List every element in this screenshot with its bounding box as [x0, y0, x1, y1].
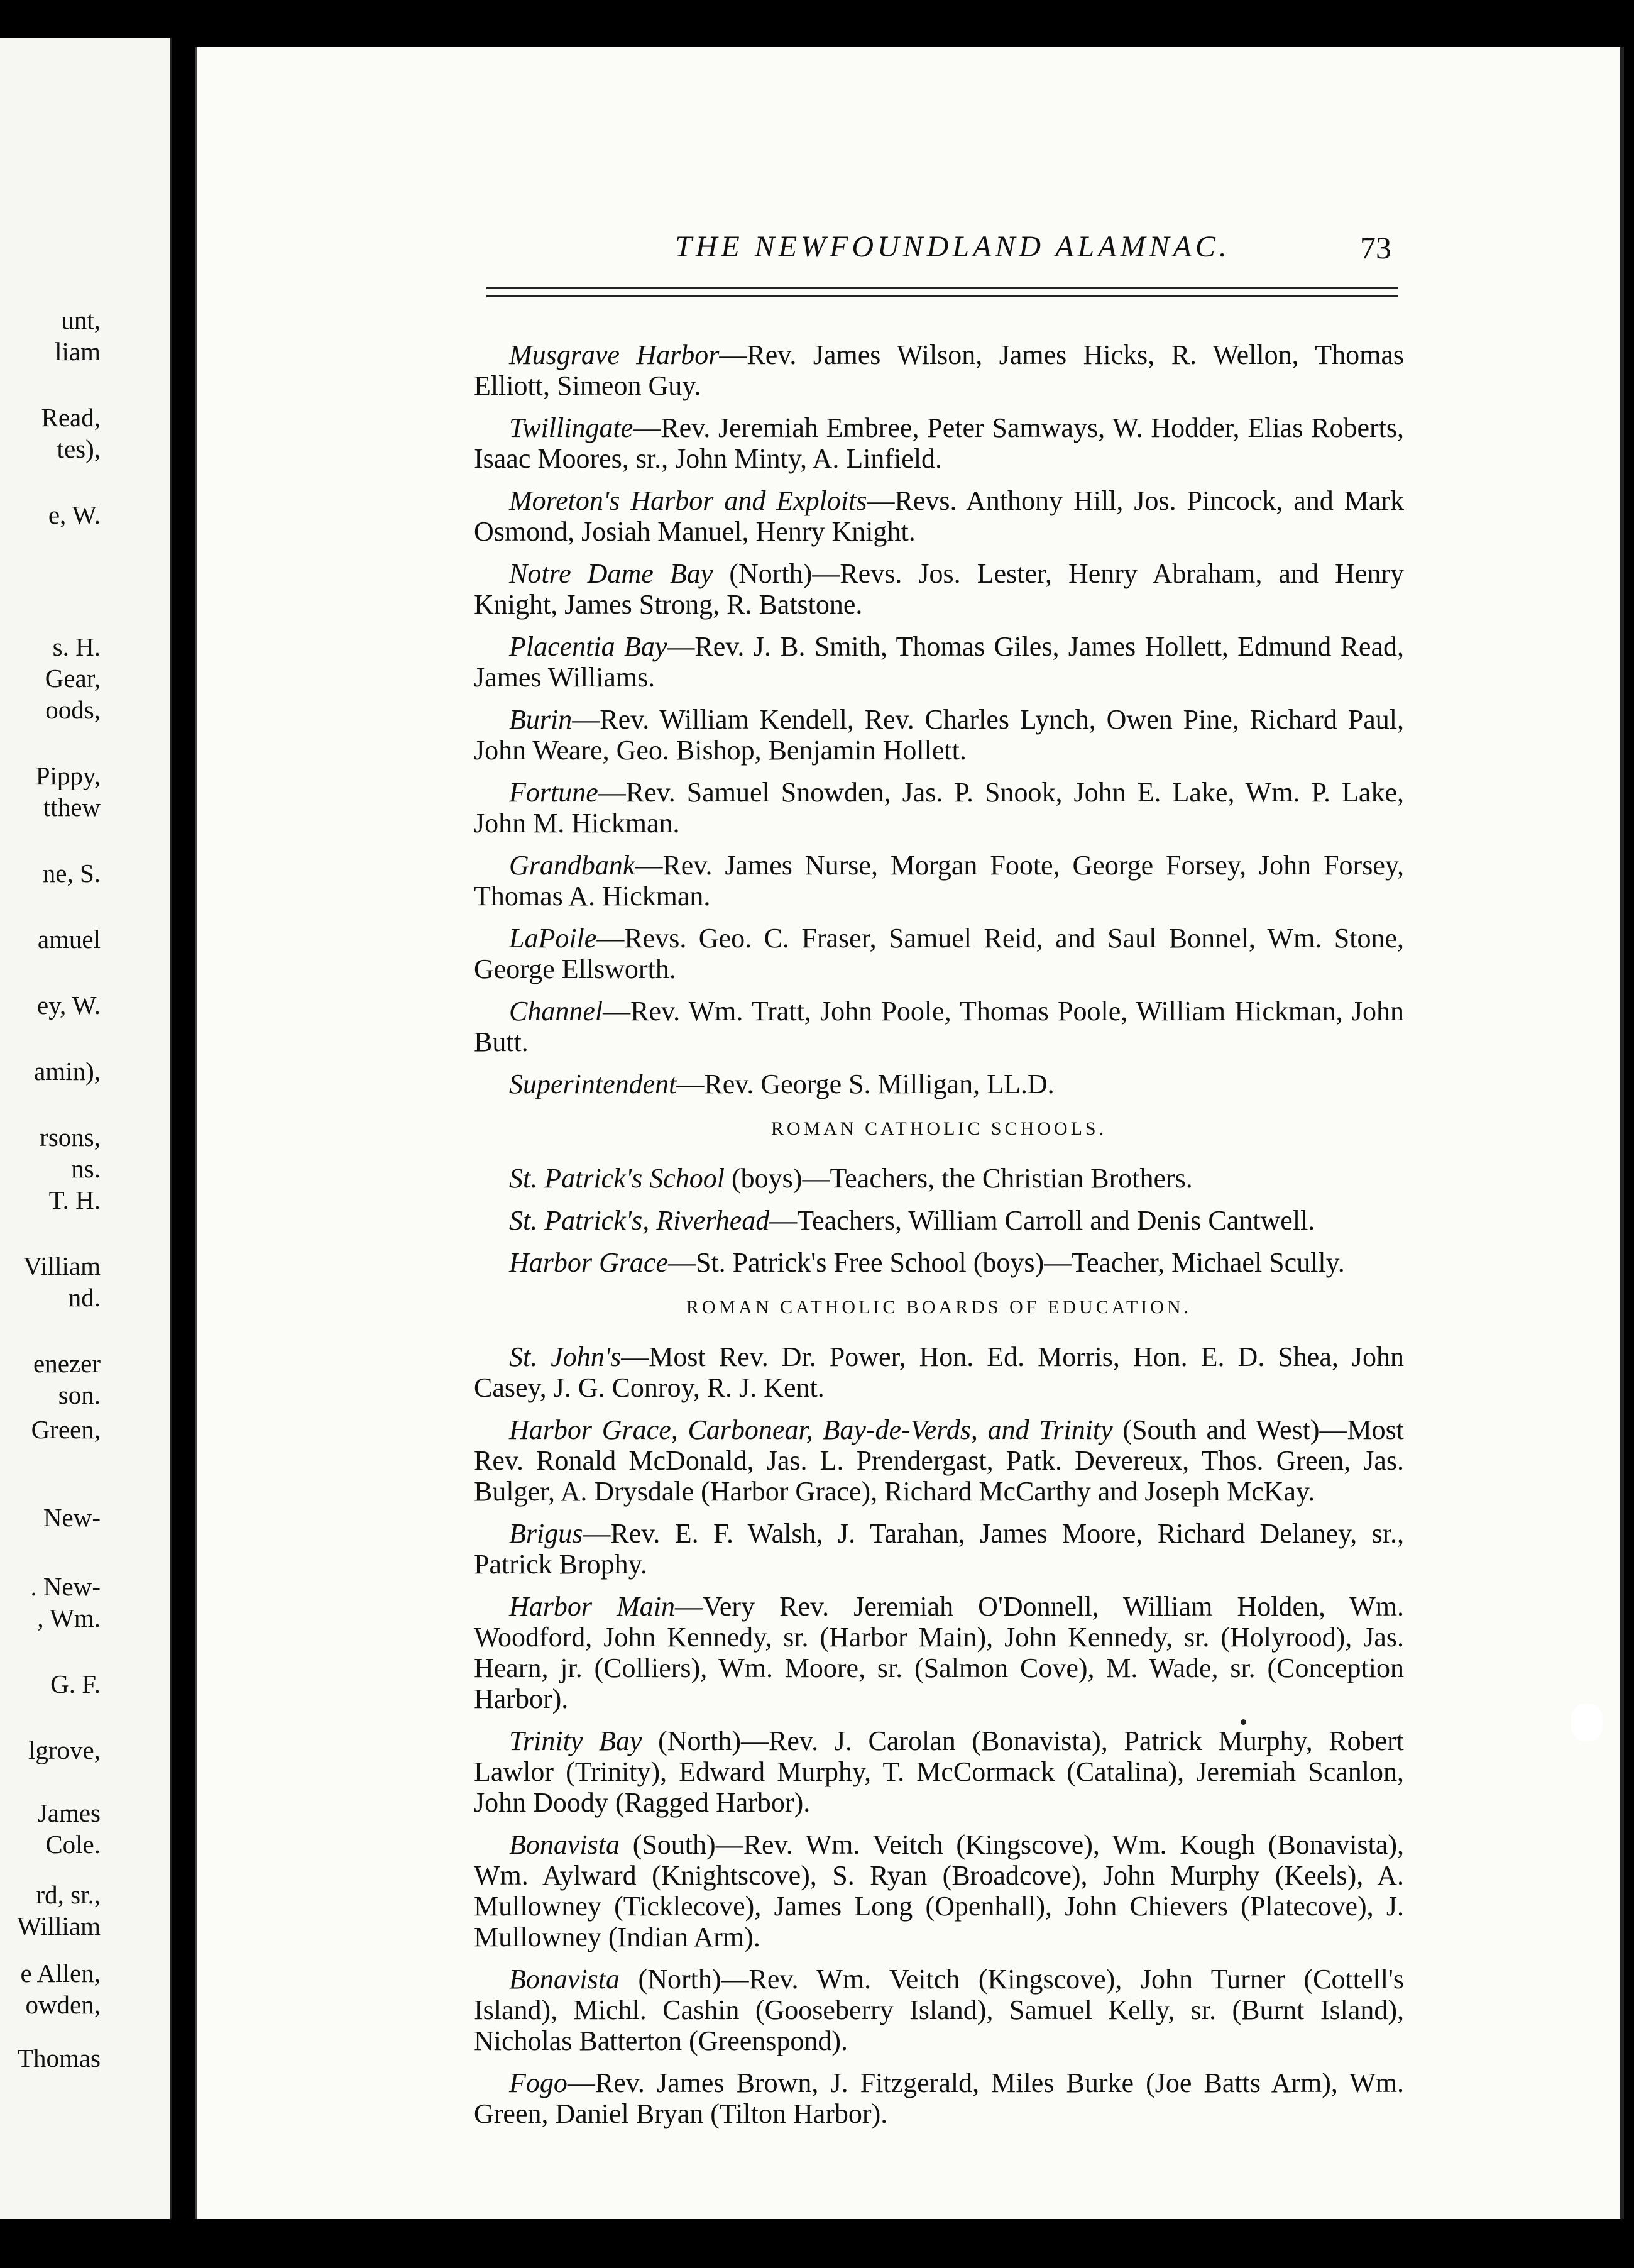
members: —Most Rev. Dr. Power, Hon. Ed. Morris, Hon. E. D. Shea, John Casey, J. G. Conroy, R. J. Kent.	[474, 1341, 1404, 1403]
board-entry	[474, 1069, 1404, 1099]
place-name: Placentia Bay	[509, 631, 667, 662]
section-heading-rc-schools: ROMAN CATHOLIC SCHOOLS.	[770, 1118, 1107, 1139]
facing-page-fragment: T. H.	[48, 1186, 101, 1214]
school-name: St. Patrick's School	[509, 1163, 725, 1194]
facing-page-fragment: tthew	[43, 793, 101, 822]
facing-page-fragment: lgrove,	[28, 1736, 101, 1764]
place-name: Grandbank	[509, 850, 635, 881]
members: —Rev. Jeremiah Embree, Peter Samways, W. Hodder, Elias Roberts, Isaac Moores, sr., John Minty, A. Linfield.	[474, 412, 1404, 474]
place-name: Bonavista	[509, 1964, 620, 1995]
facing-page-fragment: nd.	[68, 1283, 101, 1312]
facing-page-fragment: ey, W.	[37, 991, 101, 1020]
members: —Revs. Anthony Hill, Jos. Pincock, and Mark Osmond, Josiah Manuel, Henry Knight.	[474, 485, 1404, 547]
members: —Rev. George S. Milligan, LL.D.	[676, 1069, 1055, 1099]
facing-page-fragment: unt,	[61, 306, 101, 334]
facing-page-fragment: Cole.	[45, 1830, 101, 1859]
header-rule	[486, 295, 1398, 297]
facing-page-fragment: G. F.	[50, 1670, 101, 1698]
place-name: Fortune	[509, 777, 598, 808]
members: —Rev. J. B. Smith, Thomas Giles, James Hollett, Edmund Read, James Williams.	[474, 631, 1404, 693]
school-entry	[474, 1247, 1404, 1278]
facing-page-fragment: oods,	[45, 695, 101, 724]
members: —Rev. James Brown, J. Fitzgerald, Miles Burke (Joe Batts Arm), Wm. Green, Daniel Bryan (Tilton Harbor).	[474, 2067, 1404, 2129]
school-entry	[474, 1163, 1404, 1194]
board-entry	[474, 1726, 1404, 1818]
members: —Rev. Wm. Tratt, John Poole, Thomas Poole, William Hickman, John Butt.	[474, 996, 1404, 1057]
facing-page-fragment: e, W.	[48, 500, 101, 529]
board-entry	[474, 923, 1404, 984]
board-entry	[474, 2067, 1404, 2129]
members: (South and West)—Most Rev. Ronald McDonald, Jas. L. Prendergast, Patk. Devereux, Thos. Green, Jas. Bulger, A. Drysdale (Harbor Grace), Richard McCarthy and Joseph McKay.	[474, 1414, 1404, 1507]
facing-page-fragment: Green,	[31, 1415, 101, 1444]
place-name: Superintendent	[509, 1069, 677, 1099]
place-name: Brigus	[509, 1518, 583, 1549]
board-entry	[474, 339, 1404, 401]
facing-page-fragment: William	[17, 1912, 101, 1940]
members: —Rev. E. F. Walsh, J. Tarahan, James Moore, Richard Delaney, sr., Patrick Brophy.	[474, 1518, 1404, 1580]
place-name: Trinity Bay	[509, 1726, 642, 1756]
facing-page-fragment: enezer	[33, 1349, 101, 1378]
place-name: Channel	[509, 996, 603, 1027]
members: —Rev. William Kendell, Rev. Charles Lynch, Owen Pine, Richard Paul, John Weare, Geo. Bishop, Benjamin Hollett.	[474, 704, 1404, 766]
place-name: Burin	[509, 704, 573, 735]
place-name: St. John's	[509, 1341, 622, 1372]
members: (North)—Rev. J. Carolan (Bonavista), Patrick Murphy, Robert Lawlor (Trinity), Edward Murphy, T. McCormack (Catalina), Jeremiah Scanlon, John Doody (Ragged Harbor).	[474, 1726, 1404, 1818]
facing-page-fragment: son.	[58, 1380, 101, 1409]
place-name: LaPoile	[509, 923, 597, 954]
school-entry	[474, 1205, 1404, 1236]
school-name: Harbor Grace	[509, 1247, 668, 1278]
facing-page-fragment: Villiam	[23, 1252, 101, 1280]
page-body	[474, 339, 1404, 2140]
facing-page-fragment: liam	[55, 337, 101, 366]
board-entry	[474, 850, 1404, 911]
members: —Very Rev. Jeremiah O'Donnell, William Holden, Wm. Woodford, John Kennedy, sr. (Harbor Main), John Kennedy, sr. (Holyrood), Jas. Hearn, jr. (Colliers), Wm. Moore, sr. (Salmon Cove), M. Wade, sr. (Conception Harbor).	[474, 1591, 1405, 1714]
place-name: Harbor Main	[509, 1591, 675, 1622]
school-name: St. Patrick's, Riverhead	[509, 1205, 770, 1236]
place-name: Fogo	[509, 2067, 568, 2098]
facing-page-fragment: ne, S.	[42, 859, 101, 888]
board-entry	[474, 1518, 1404, 1580]
facing-page-fragment: Gear,	[45, 664, 101, 693]
facing-page-fragment: ns.	[71, 1154, 101, 1183]
facing-page-fragment: amin),	[34, 1057, 101, 1086]
running-header	[474, 229, 1417, 273]
running-title: THE NEWFOUNDLAND ALAMNAC.	[675, 230, 1231, 263]
facing-page-fragment: Pippy,	[35, 761, 101, 790]
facing-page-fragment: James	[37, 1798, 101, 1827]
members: —Rev. James Wilson, James Hicks, R. Wellon, Thomas Elliott, Simeon Guy.	[474, 339, 1404, 401]
place-name: Notre Dame Bay	[509, 558, 713, 589]
facing-page-edge	[0, 38, 172, 2219]
board-entry	[474, 1829, 1404, 1952]
board-entry	[474, 1964, 1404, 2056]
board-entry	[474, 1341, 1404, 1403]
page-number: 73	[1360, 230, 1391, 265]
header-rule	[486, 287, 1398, 289]
facing-page-fragment: , Wm.	[37, 1604, 101, 1632]
board-entry	[474, 412, 1404, 474]
place-name: Twillingate	[509, 412, 633, 443]
board-entry	[474, 1591, 1404, 1714]
members: (North)—Rev. Wm. Veitch (Kingscove), John Turner (Cottell's Island), Michl. Cashin (Gooseberry Island), Samuel Kelly, sr. (Burnt Island), Nicholas Batterton (Greenspond).	[474, 1964, 1404, 2056]
teachers: —Teachers, William Carroll and Denis Cantwell.	[769, 1205, 1315, 1236]
members: (South)—Rev. Wm. Veitch (Kingscove), Wm. Kough (Bonavista), Wm. Aylward (Knightscove), S. Ryan (Broadcove), John Murphy (Keels), A. Mullowney (Ticklecove), James Long (Openhall), John Chievers (Platecove), J. Mullowney (Indian Arm).	[474, 1829, 1404, 1952]
facing-page-fragment: rd, sr.,	[36, 1880, 101, 1909]
facing-page-fragment: Read,	[41, 403, 101, 432]
board-entry	[474, 777, 1404, 839]
members: —Revs. Geo. C. Fraser, Samuel Reid, and Saul Bonnel, Wm. Stone, George Ellsworth.	[474, 923, 1404, 984]
teachers: (boys)—Teachers, the Christian Brothers.	[725, 1163, 1193, 1194]
place-name: Bonavista	[509, 1829, 620, 1860]
members: (North)—Revs. Jos. Lester, Henry Abraham, and Henry Knight, James Strong, R. Batstone.	[474, 558, 1405, 620]
place-name: Harbor Grace, Carbonear, Bay-de-Verds, and Trinity	[509, 1414, 1113, 1445]
facing-page-fragment: tes),	[57, 434, 101, 463]
place-name: Musgrave Harbor	[509, 339, 720, 370]
scan-artifact	[1571, 1704, 1603, 1741]
facing-page-fragment: New-	[43, 1503, 101, 1532]
facing-page-fragment: Thomas	[17, 2044, 101, 2073]
facing-page-fragment: . New-	[30, 1572, 101, 1601]
facing-page-fragment: rsons,	[40, 1123, 101, 1152]
board-entry	[474, 704, 1404, 766]
board-entry	[474, 558, 1404, 620]
board-entry	[474, 485, 1404, 547]
members: —Rev. James Nurse, Morgan Foote, George Forsey, John Forsey, Thomas A. Hickman.	[474, 850, 1404, 911]
board-entry	[474, 996, 1404, 1057]
place-name: Moreton's Harbor and Exploits	[509, 485, 867, 516]
facing-page-fragment: e Allen,	[20, 1959, 101, 1988]
facing-page-fragment: amuel	[37, 925, 101, 954]
facing-page-fragment: owden,	[25, 1990, 101, 2019]
board-entry	[474, 631, 1404, 693]
members: —Rev. Samuel Snowden, Jas. P. Snook, John E. Lake, Wm. P. Lake, John M. Hickman.	[474, 777, 1404, 839]
teachers: —St. Patrick's Free School (boys)—Teacher, Michael Scully.	[667, 1247, 1345, 1278]
almanac-page	[195, 47, 1624, 2219]
facing-page-fragment: s. H.	[52, 632, 101, 661]
board-entry	[474, 1414, 1404, 1507]
ink-speck	[1241, 1719, 1246, 1725]
section-heading-rc-boards: ROMAN CATHOLIC BOARDS OF EDUCATION.	[686, 1297, 1192, 1318]
